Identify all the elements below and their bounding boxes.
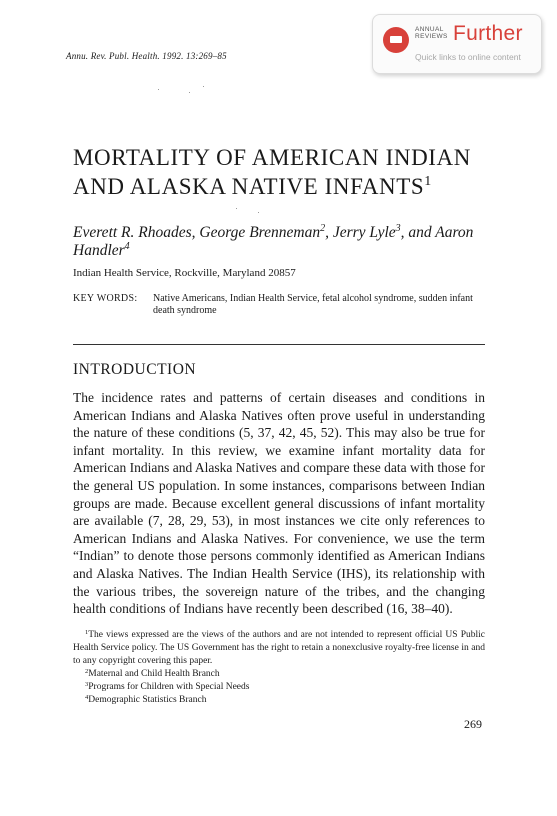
scan-speck bbox=[203, 86, 204, 87]
author-name: George Brenneman bbox=[199, 224, 321, 241]
section-heading: INTRODUCTION bbox=[73, 361, 197, 378]
affiliation: Indian Health Service, Rockville, Maryland 20857 bbox=[73, 267, 296, 279]
author-list: Everett R. Rhoades, George Brenneman$^2$, Jerry Lyle$^3$, and Aaron Handler$^4$ bbox=[73, 223, 474, 259]
footnote-mark: 2 bbox=[85, 668, 89, 675]
footnote bbox=[73, 629, 485, 668]
footnote-mark: 4 bbox=[85, 694, 89, 701]
footnote-text: Maternal and Child Health Branch bbox=[88, 669, 220, 679]
section-divider bbox=[73, 344, 485, 345]
article-title-text: MORTALITY OF AMERICAN INDIAN AND ALASKA NATIVE INFANTS bbox=[73, 145, 471, 199]
keywords-label: KEY WORDS: bbox=[73, 293, 138, 304]
annual-reviews-label: ANNUAL REVIEWS bbox=[415, 26, 448, 40]
author-name: Jerry Lyle bbox=[332, 224, 396, 241]
author-footnote-mark: 4 bbox=[124, 241, 130, 252]
footnote bbox=[73, 668, 485, 681]
annual-reviews-logo-icon bbox=[383, 27, 409, 53]
author-footnote-mark: 3 bbox=[395, 223, 401, 234]
footnote bbox=[73, 694, 485, 707]
footnote bbox=[73, 681, 485, 694]
author-name: Aaron Handler bbox=[73, 224, 474, 259]
footnote-mark: 3 bbox=[85, 681, 89, 688]
title-footnote-mark: 1 bbox=[424, 174, 432, 189]
footnote-text: Programs for Children with Special Needs bbox=[88, 682, 250, 692]
author-footnote-mark: 2 bbox=[320, 223, 326, 234]
scan-speck bbox=[236, 208, 237, 209]
keywords: Native Americans, Indian Health Service, fetal alcohol syndrome, sudden infant death syndrome bbox=[153, 293, 473, 316]
article-title bbox=[73, 143, 513, 201]
author-name: Everett R. Rhoades bbox=[73, 224, 192, 241]
scan-speck bbox=[158, 89, 159, 90]
further-label: Further bbox=[453, 22, 523, 45]
footnote-mark: 1 bbox=[85, 629, 89, 636]
intro-paragraph: The incidence rates and patterns of certain diseases and conditions in American Indians and Alaska Natives often prove useful in understanding the nature of these conditions (5, 37, 42, 45, 52). This may also be true for infant mortality. In this review, we examine infant mortality data for American Indians and Alaska Natives and compare these data with those for the general US population. In some instances, comparisons between Indian groups are made. Because excellent general discussions of infant mortality are available (7, 28, 29, 53), in most instances we cite only references to American Indians and Alaska Natives. For convenience, we use the term “Indian” to denote those persons commonly identified as American Indians and Alaska Natives. The Indian Health Service (IHS), its relationship with the various tribes, the sovereign nature of the tribes, and the changing health conditions of Indians have recently been described (16, 38–40). bbox=[73, 390, 485, 617]
journal-citation: Annu. Rev. Publ. Health. 1992. 13:269–85 bbox=[66, 51, 227, 61]
scan-speck bbox=[258, 212, 259, 213]
annual-reviews-further-badge[interactable] bbox=[372, 14, 542, 74]
footnote-text: The views expressed are the views of the authors and are not intended to represent official US Public Health Service policy. The US Government has the right to retain a nonexclusive royalty-free license in and to any copyright covering this paper. bbox=[73, 630, 485, 666]
scan-speck bbox=[189, 92, 190, 93]
footnote-text: Demographic Statistics Branch bbox=[88, 695, 207, 705]
page-number: 269 bbox=[464, 717, 482, 731]
quick-links-label: Quick links to online content bbox=[415, 52, 521, 62]
footnotes bbox=[73, 629, 485, 707]
